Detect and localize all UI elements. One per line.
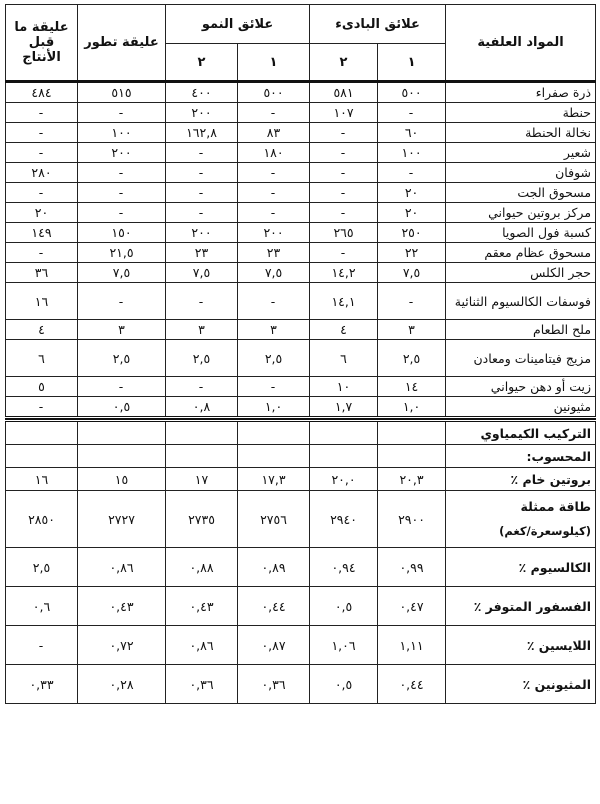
ingredient-value: ١٥٠	[78, 223, 166, 243]
ingredient-value: -	[78, 377, 166, 397]
ingredient-value: ٢٠	[378, 183, 446, 203]
ingredient-name: مثيونين	[446, 397, 596, 418]
ingredient-value: ٢,٥	[78, 340, 166, 377]
ingredient-name: مسحوق الجت	[446, 183, 596, 203]
ingredient-value: ٢٣	[166, 243, 238, 263]
ingredients-body	[6, 82, 596, 418]
ingredient-value: -	[238, 203, 310, 223]
ingredient-name: زيت أو دهن حيواني	[446, 377, 596, 397]
ingredient-value: -	[378, 103, 446, 123]
ingredient-value: -	[6, 397, 78, 418]
ingredient-name: مركز بروتين حيواني	[446, 203, 596, 223]
ingredient-value: -	[6, 103, 78, 123]
chemistry-value: ١٥	[78, 468, 166, 491]
table-row	[6, 340, 596, 377]
header-sub-grower-2: ٢	[166, 44, 238, 82]
ingredient-value: ٧,٥	[166, 263, 238, 283]
ingredient-name: ذرة صفراء	[446, 82, 596, 103]
ingredient-value: -	[166, 163, 238, 183]
ingredient-value: ٣	[78, 320, 166, 340]
ingredient-value: ٦	[310, 340, 378, 377]
ingredient-value: ٤٠٠	[166, 82, 238, 103]
chemistry-value: ٢٠,٠	[310, 468, 378, 491]
ingredient-name: فوسفات الكالسيوم الثنائية	[446, 283, 596, 320]
chemistry-value: ٢٧٥٦	[238, 491, 310, 548]
ingredient-value: -	[78, 183, 166, 203]
chemistry-body	[6, 421, 596, 704]
ingredient-value: -	[78, 203, 166, 223]
table-row	[6, 587, 596, 626]
ingredient-name: نخالة الحنطة	[446, 123, 596, 143]
ingredient-value: ٦٠	[378, 123, 446, 143]
chemistry-value: ٠,٧٢	[78, 626, 166, 665]
chemistry-subtitle-row	[6, 445, 596, 468]
chemistry-value: ٢٧٣٥	[166, 491, 238, 548]
ingredient-value: -	[378, 163, 446, 183]
table-row	[6, 263, 596, 283]
ingredient-value: ٥١٥	[78, 82, 166, 103]
ingredient-value: -	[6, 183, 78, 203]
chemistry-label: بروتين خام ٪	[510, 471, 592, 487]
table-row	[6, 548, 596, 587]
ingredient-value: -	[166, 377, 238, 397]
feed-formulation-table	[5, 4, 596, 704]
chemistry-value: ٠,٥	[310, 587, 378, 626]
ingredient-value: ٣	[166, 320, 238, 340]
ingredient-value: ١٦	[6, 283, 78, 320]
chemistry-name	[446, 468, 596, 491]
ingredient-value: ٢٢	[378, 243, 446, 263]
ingredient-value: ٢٥٠	[378, 223, 446, 243]
ingredient-value: ٣٦	[6, 263, 78, 283]
ingredient-name: شوفان	[446, 163, 596, 183]
table-row	[6, 468, 596, 491]
ingredient-value: -	[6, 123, 78, 143]
ingredient-value: ١٤,١	[310, 283, 378, 320]
ingredient-value: ٧,٥	[378, 263, 446, 283]
ingredient-value: ٥٨١	[310, 82, 378, 103]
ingredient-value: -	[310, 143, 378, 163]
header-grower: علائق النمو	[166, 5, 310, 44]
chemistry-value: ٠,٨٧	[238, 626, 310, 665]
chemistry-value: ٢,٥	[6, 548, 78, 587]
ingredient-value: -	[238, 377, 310, 397]
chemistry-subtitle: المحسوب:	[446, 445, 596, 468]
chemistry-name	[446, 587, 596, 626]
ingredient-value: ١٤,٢	[310, 263, 378, 283]
ingredient-value: ١٠	[310, 377, 378, 397]
chemistry-name	[446, 626, 596, 665]
chemistry-label: اللايسين ٪	[526, 637, 592, 653]
chemistry-value: ٠,٩٤	[310, 548, 378, 587]
chemistry-label: الفسفور المتوفر ٪	[473, 598, 592, 614]
chemistry-value: ٠,٣٣	[6, 665, 78, 704]
chemistry-value: ١,١١	[378, 626, 446, 665]
chemistry-value: ٠,٤٣	[166, 587, 238, 626]
ingredient-value: ٣	[378, 320, 446, 340]
chemistry-value: ٠,٤٣	[78, 587, 166, 626]
chemistry-value: ٠,٤٤	[378, 665, 446, 704]
ingredient-name: شعير	[446, 143, 596, 163]
ingredient-value: ٥٠٠	[378, 82, 446, 103]
ingredient-name: حجر الكلس	[446, 263, 596, 283]
ingredient-value: ٤	[6, 320, 78, 340]
ingredient-value: ٢٠	[378, 203, 446, 223]
table-row	[6, 163, 596, 183]
chemistry-value: ٢٩٠٠	[378, 491, 446, 548]
chemistry-value: ٠,٣٦	[238, 665, 310, 704]
ingredient-value: -	[78, 283, 166, 320]
ingredient-value: -	[78, 163, 166, 183]
ingredient-value: ١,٧	[310, 397, 378, 418]
chemistry-unit: (كيلوسعرة/كغم)	[499, 524, 592, 538]
ingredient-value: ٢,٥	[238, 340, 310, 377]
ingredient-value: ٢٠٠	[238, 223, 310, 243]
ingredient-value: -	[310, 183, 378, 203]
table-row	[6, 283, 596, 320]
ingredient-value: ١٤٩	[6, 223, 78, 243]
ingredient-value: ٥	[6, 377, 78, 397]
ingredient-value: ٢٠٠	[78, 143, 166, 163]
header-row	[6, 5, 596, 44]
table-row	[6, 103, 596, 123]
ingredient-name: ملح الطعام	[446, 320, 596, 340]
table-row	[6, 243, 596, 263]
chemistry-label: الكالسيوم ٪	[518, 559, 592, 575]
chemistry-name	[446, 665, 596, 704]
chemistry-value: ٠,٨٦	[78, 548, 166, 587]
chemistry-label: المثيونين ٪	[522, 676, 592, 692]
chemistry-value: ٠,٤٧	[378, 587, 446, 626]
table-row	[6, 491, 596, 548]
table-row	[6, 320, 596, 340]
ingredient-value: ١٤	[378, 377, 446, 397]
ingredient-value: ٥٠٠	[238, 82, 310, 103]
ingredient-value: ٦	[6, 340, 78, 377]
chemistry-value: ٢٩٤٠	[310, 491, 378, 548]
chemistry-value: ٠,٨٩	[238, 548, 310, 587]
table-row	[6, 397, 596, 418]
ingredient-value: -	[310, 243, 378, 263]
chemistry-value: ١٧	[166, 468, 238, 491]
header-prelay: عليقة ما قبل الأنتاج	[6, 5, 78, 82]
ingredient-value: ١,٠	[238, 397, 310, 418]
chemistry-value: ١,٠٦	[310, 626, 378, 665]
ingredient-value: -	[310, 163, 378, 183]
ingredient-value: ٧,٥	[238, 263, 310, 283]
header-sub-grower-1: ١	[238, 44, 310, 82]
ingredient-value: ١,٠	[378, 397, 446, 418]
ingredient-value: ١٠٧	[310, 103, 378, 123]
ingredient-value: -	[238, 103, 310, 123]
chemistry-value: ٠,٩٩	[378, 548, 446, 587]
ingredient-value: ٢,٥	[378, 340, 446, 377]
chemistry-name	[446, 491, 596, 548]
table-row	[6, 626, 596, 665]
chemistry-title: التركيب الكيمياوي	[446, 421, 596, 445]
chemistry-value: ٠,٣٦	[166, 665, 238, 704]
ingredient-value: ٣	[238, 320, 310, 340]
chemistry-value: ١٦	[6, 468, 78, 491]
ingredient-value: -	[310, 123, 378, 143]
header-developer: عليقة تطور	[78, 5, 166, 82]
chemistry-value: -	[6, 626, 78, 665]
chemistry-title-row	[6, 421, 596, 445]
table-row	[6, 203, 596, 223]
ingredient-name: مسحوق عظام معقم	[446, 243, 596, 263]
ingredient-value: -	[378, 283, 446, 320]
ingredient-value: ١٠٠	[378, 143, 446, 163]
header-starter: علائق البادىء	[310, 5, 446, 44]
table-row	[6, 377, 596, 397]
ingredient-value: -	[238, 163, 310, 183]
ingredient-name: حنطة	[446, 103, 596, 123]
chemistry-label: طاقة ممثلة	[520, 499, 592, 514]
header-sub-starter-1: ١	[378, 44, 446, 82]
chemistry-name	[446, 548, 596, 587]
ingredient-value: ٢٨٠	[6, 163, 78, 183]
table-row	[6, 223, 596, 243]
ingredient-value: ٨٣	[238, 123, 310, 143]
ingredient-value: ٢٠٠	[166, 103, 238, 123]
ingredient-value: -	[166, 183, 238, 203]
ingredient-value: -	[166, 143, 238, 163]
ingredient-name: مزيج فيتامينات ومعادن	[446, 340, 596, 377]
header-sub-starter-2: ٢	[310, 44, 378, 82]
ingredient-value: -	[166, 283, 238, 320]
chemistry-value: ٠,٥	[310, 665, 378, 704]
ingredient-value: -	[6, 243, 78, 263]
ingredient-value: -	[166, 203, 238, 223]
ingredient-value: ٠,٨	[166, 397, 238, 418]
chemistry-value: ١٧,٣	[238, 468, 310, 491]
ingredient-value: ٢٣	[238, 243, 310, 263]
chemistry-value: ٠,٨٨	[166, 548, 238, 587]
ingredient-value: -	[238, 183, 310, 203]
table-row	[6, 82, 596, 103]
chemistry-value: ٢٧٢٧	[78, 491, 166, 548]
ingredient-value: ١٨٠	[238, 143, 310, 163]
ingredient-value: ٢٠	[6, 203, 78, 223]
ingredient-value: -	[78, 103, 166, 123]
ingredient-value: ٢٠٠	[166, 223, 238, 243]
chemistry-value: ٢٨٥٠	[6, 491, 78, 548]
ingredient-value: ١٠٠	[78, 123, 166, 143]
ingredient-value: -	[238, 283, 310, 320]
ingredient-name: كسبة فول الصويا	[446, 223, 596, 243]
chemistry-value: ٠,٦	[6, 587, 78, 626]
ingredient-value: ٤	[310, 320, 378, 340]
ingredient-value: ٠,٥	[78, 397, 166, 418]
header-ingredient: المواد العلفية	[446, 5, 596, 82]
ingredient-value: -	[6, 143, 78, 163]
ingredient-value: ٤٨٤	[6, 82, 78, 103]
ingredient-value: ٢,٥	[166, 340, 238, 377]
table-row	[6, 123, 596, 143]
ingredient-value: -	[310, 203, 378, 223]
table-row	[6, 183, 596, 203]
ingredient-value: ٧,٥	[78, 263, 166, 283]
table-row	[6, 665, 596, 704]
ingredient-value: ٢٦٥	[310, 223, 378, 243]
chemistry-value: ٠,٤٤	[238, 587, 310, 626]
table-row	[6, 143, 596, 163]
ingredient-value: ١٦٢,٨	[166, 123, 238, 143]
chemistry-value: ٠,٨٦	[166, 626, 238, 665]
chemistry-value: ٠,٢٨	[78, 665, 166, 704]
ingredient-value: ٢١,٥	[78, 243, 166, 263]
chemistry-value: ٢٠,٣	[378, 468, 446, 491]
